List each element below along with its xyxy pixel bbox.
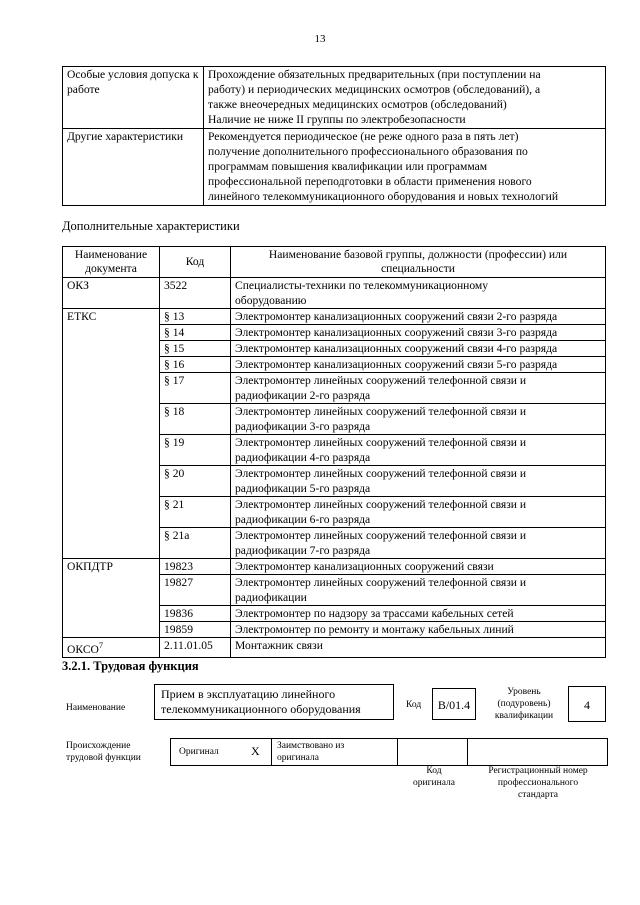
origin-row bbox=[170, 738, 608, 766]
name-cell bbox=[231, 341, 606, 357]
divider bbox=[467, 739, 468, 765]
text-line: программам повышения квалификации или программам bbox=[208, 160, 488, 173]
name-cell bbox=[231, 497, 606, 528]
page-number: 13 bbox=[314, 33, 326, 45]
text-line: Электромонтер канализационных сооружений связи 3-го разряда bbox=[235, 326, 558, 339]
level-label bbox=[488, 686, 560, 722]
text-line: квалификации bbox=[494, 711, 554, 721]
text-line: Уровень bbox=[507, 687, 541, 697]
document-name: ЕТКС bbox=[67, 310, 97, 323]
divider bbox=[271, 739, 272, 765]
text-line: Прием в эксплуатацию линейного bbox=[161, 687, 336, 701]
text-line: Электромонтер канализационных сооружений связи 4-го разряда bbox=[235, 342, 558, 355]
name-cell bbox=[231, 466, 606, 497]
text-line: оборудованию bbox=[235, 294, 307, 307]
table-row bbox=[63, 559, 606, 575]
table-row bbox=[63, 129, 606, 206]
name-cell bbox=[231, 575, 606, 606]
code-cell: 3522 bbox=[160, 278, 231, 309]
document-cell bbox=[63, 559, 160, 638]
name-cell bbox=[231, 559, 606, 575]
section-caption: Дополнительные характеристики bbox=[62, 219, 240, 233]
code-cell: § 13 bbox=[160, 309, 231, 325]
text-line: (подуровень) bbox=[497, 699, 551, 709]
code-cell: § 21а bbox=[160, 528, 231, 559]
row-content bbox=[204, 67, 606, 129]
text-line: оригинала bbox=[413, 778, 455, 788]
requirements-table bbox=[62, 66, 606, 206]
text-line: работу) и периодических медицинских осмотров (обследований), а bbox=[208, 83, 541, 96]
function-name-box bbox=[154, 684, 394, 720]
header-name: Наименование базовой группы, должности (профессии) или специальности bbox=[231, 247, 606, 278]
code-cell: § 15 bbox=[160, 341, 231, 357]
document-cell bbox=[63, 278, 160, 309]
row-label: Особые условия допуска к работе bbox=[63, 67, 204, 129]
code-cell: 19836 bbox=[160, 606, 231, 622]
code-cell: § 16 bbox=[160, 357, 231, 373]
table-row bbox=[63, 638, 606, 658]
text-line: Код bbox=[426, 766, 442, 776]
name-cell bbox=[231, 528, 606, 559]
name-cell bbox=[231, 622, 606, 638]
name-cell bbox=[231, 638, 606, 658]
text-line: радиофикации 6-го разряда bbox=[235, 513, 371, 526]
name-cell bbox=[231, 278, 606, 309]
text-line: Монтажник связи bbox=[235, 639, 323, 652]
name-cell bbox=[231, 606, 606, 622]
borrowed-label bbox=[277, 740, 344, 764]
text-line: Электромонтер линейных сооружений телефонной связи и bbox=[235, 467, 527, 480]
text-line: Электромонтер линейных сооружений телефонной связи и bbox=[235, 436, 527, 449]
text-line: Электромонтер линейных сооружений телефонной связи и bbox=[235, 576, 527, 589]
document-name: ОКЗ bbox=[67, 279, 89, 292]
name-label: Наименование bbox=[66, 703, 126, 713]
row-label: Другие характеристики bbox=[63, 129, 204, 206]
header-code: Код bbox=[160, 247, 231, 278]
document-cell bbox=[63, 638, 160, 658]
text-line: Электромонтер канализационных сооружений связи bbox=[235, 560, 494, 573]
code-cell: § 19 bbox=[160, 435, 231, 466]
name-cell bbox=[231, 373, 606, 404]
text-line: радиофикации 5-го разряда bbox=[235, 482, 371, 495]
table-row bbox=[63, 309, 606, 325]
divider bbox=[397, 739, 398, 765]
document-cell bbox=[63, 309, 160, 559]
text-line: Электромонтер канализационных сооружений связи 5-го разряда bbox=[235, 358, 558, 371]
text-line: радиофикации 2-го разряда bbox=[235, 389, 371, 402]
footnote-mark: 7 bbox=[98, 641, 103, 650]
text-line: оригинала bbox=[277, 753, 319, 763]
name-cell bbox=[231, 325, 606, 341]
code-cell: § 18 bbox=[160, 404, 231, 435]
table-row bbox=[63, 67, 606, 129]
text-line: стандарта bbox=[518, 790, 558, 800]
text-line: Электромонтер линейных сооружений телефонной связи и bbox=[235, 405, 527, 418]
code-cell: 19823 bbox=[160, 559, 231, 575]
name-cell bbox=[231, 309, 606, 325]
table-row bbox=[63, 278, 606, 309]
original-mark: X bbox=[251, 744, 260, 758]
text-line: Электромонтер канализационных сооружений связи 2-го разряда bbox=[235, 310, 558, 323]
function-code-box: B/01.4 bbox=[432, 688, 476, 720]
additional-characteristics-table bbox=[62, 246, 606, 658]
text-line: радиофикации bbox=[235, 591, 307, 604]
code-cell: 2.11.01.05 bbox=[160, 638, 231, 658]
level-value-box: 4 bbox=[568, 686, 606, 722]
header-doc: Наименование документа bbox=[63, 247, 160, 278]
code-original-label bbox=[400, 765, 468, 789]
document-name: ОКПДТР bbox=[67, 560, 113, 573]
text-line: линейного телекоммуникационного оборудования и новых технологий bbox=[208, 190, 559, 203]
code-cell: 19859 bbox=[160, 622, 231, 638]
text-line: Электромонтер линейных сооружений телефонной связи и bbox=[235, 498, 527, 511]
text-line: телекоммуникационного оборудования bbox=[161, 702, 361, 716]
text-line: Наличие не ниже II группы по электробезопасности bbox=[208, 113, 466, 126]
text-line: также внеочередных медицинских осмотров (обследований) bbox=[208, 98, 507, 111]
text-line: Регистрационный номер bbox=[488, 766, 588, 776]
code-label: Код bbox=[406, 700, 422, 710]
text-line: Прохождение обязательных предварительных (при поступлении на bbox=[208, 68, 541, 81]
code-cell: § 20 bbox=[160, 466, 231, 497]
reg-number-label bbox=[470, 765, 606, 801]
text-line: радиофикации 3-го разряда bbox=[235, 420, 371, 433]
original-label: Оригинал bbox=[179, 747, 219, 757]
text-line: Специалисты-техники по телекоммуникационному bbox=[235, 279, 489, 292]
name-cell bbox=[231, 404, 606, 435]
code-cell: § 17 bbox=[160, 373, 231, 404]
origin-label bbox=[66, 740, 141, 764]
text-line: Электромонтер по ремонту и монтажу кабельных линий bbox=[235, 623, 514, 636]
table-header-row bbox=[63, 247, 606, 278]
text-line: радиофикации 7-го разряда bbox=[235, 544, 371, 557]
text-line: Заимствовано из bbox=[277, 741, 345, 751]
name-cell bbox=[231, 357, 606, 373]
text-line: Происхождение bbox=[66, 741, 131, 751]
text-line: радиофикации 4-го разряда bbox=[235, 451, 371, 464]
text-line: Рекомендуется периодическое (не реже одного раза в пять лет) bbox=[208, 130, 519, 143]
text-line: Электромонтер по надзору за трассами кабельных сетей bbox=[235, 607, 514, 620]
code-cell: § 21 bbox=[160, 497, 231, 528]
row-content bbox=[204, 129, 606, 206]
document-name: ОКСО bbox=[67, 642, 99, 656]
text-line: получение дополнительного профессионального образования по bbox=[208, 145, 528, 158]
function-heading: 3.2.1. Трудовая функция bbox=[62, 659, 199, 673]
text-line: Электромонтер линейных сооружений телефонной связи и bbox=[235, 529, 527, 542]
text-line: трудовой функции bbox=[66, 753, 141, 763]
text-line: Электромонтер линейных сооружений телефонной связи и bbox=[235, 374, 527, 387]
code-cell: § 14 bbox=[160, 325, 231, 341]
name-cell bbox=[231, 435, 606, 466]
table-body bbox=[63, 278, 606, 658]
text-line: профессиональной переподготовки в области применения нового bbox=[208, 175, 532, 188]
code-cell: 19827 bbox=[160, 575, 231, 606]
text-line: профессионального bbox=[497, 778, 579, 788]
